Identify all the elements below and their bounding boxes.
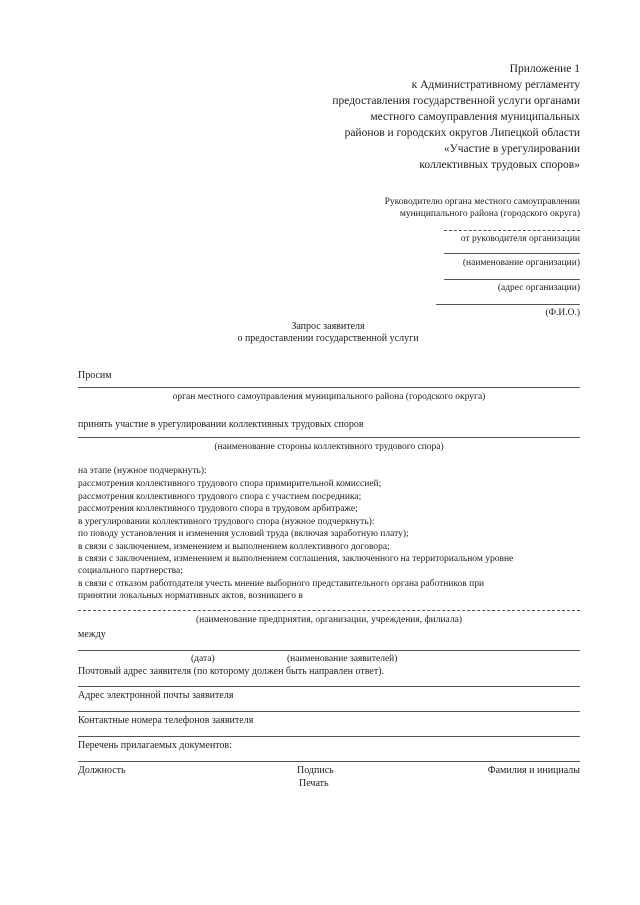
date-caption: (дата): [191, 654, 215, 664]
between-label: между: [78, 629, 106, 640]
applicants-caption: (наименование заявителей): [287, 654, 398, 664]
documents-label: Перечень прилагаемых документов:: [78, 740, 232, 751]
stamp-label: Печать: [299, 778, 329, 789]
phones-line: [78, 736, 580, 737]
org-name-caption: (наименование организации): [462, 258, 580, 268]
enterprise-line: [78, 610, 580, 611]
org-address-caption: (адрес организации): [497, 283, 580, 293]
fio-line: [436, 304, 580, 305]
stage-line: в связи с заключением, изменением и выполнением коллективного договора;: [78, 542, 390, 552]
organ-caption: орган местного самоуправления муниципального района (городского округа): [172, 392, 486, 402]
addressee-line: муниципального района (городского округа): [399, 209, 580, 219]
appendix-line: к Административному регламенту: [411, 79, 580, 91]
from-label: от руководителя организации: [460, 234, 580, 244]
org-name-line: [444, 253, 580, 254]
appendix-line: местного самоуправления муниципальных: [370, 111, 580, 123]
stage-line: рассмотрения коллективного трудового спора с участием посредника;: [78, 492, 362, 502]
addressee-line: Руководителю органа местного самоуправлении: [384, 197, 580, 207]
postal-address-label: Почтовый адрес заявителя (по которому должен быть направлен ответ).: [78, 666, 385, 677]
stage-line: по поводу установления и изменения условий труда (включая заработную плату);: [78, 529, 409, 539]
signature-label: Подпись: [297, 765, 334, 776]
email-label: Адрес электронной почты заявителя: [78, 690, 234, 701]
stage-line: в связи с заключением, изменением и выполнением соглашения, заключенного на территориальном уровне: [78, 554, 514, 564]
stage-line: на этапе (нужное подчеркнуть):: [78, 466, 207, 476]
organ-line: [78, 387, 580, 388]
postal-address-line: [78, 686, 580, 687]
phones-label: Контактные номера телефонов заявителя: [78, 715, 254, 726]
request-subtitle: о предоставлении государственной услуги: [237, 333, 419, 344]
prosim-label: Просим: [78, 370, 112, 381]
appendix-line: коллективных трудовых споров»: [419, 159, 580, 171]
position-label: Должность: [78, 765, 126, 776]
stage-line: в связи с отказом работодателя учесть мнение выборного представительного органа работников при: [78, 579, 485, 589]
fio-caption: (Ф.И.О.): [545, 308, 580, 318]
stage-line: социального партнерства;: [78, 566, 183, 576]
email-line: [78, 711, 580, 712]
documents-line: [78, 761, 580, 762]
side-line: [78, 437, 580, 438]
appendix-line: районов и городских округов Липецкой области: [344, 127, 580, 139]
stage-line: в урегулировании коллективного трудового спора (нужное подчеркнуть):: [78, 517, 375, 527]
side-caption: (наименование стороны коллективного трудового спора): [214, 442, 444, 452]
stage-line: рассмотрения коллективного трудового спора в трудовом арбитраже;: [78, 504, 358, 514]
stage-line: рассмотрения коллективного трудового спора примирительной комиссией;: [78, 479, 382, 489]
appendix-line: предоставления государственной услуги органами: [332, 95, 580, 107]
appendix-line: «Участие в урегулировании: [443, 143, 580, 155]
request-title: Запрос заявителя: [291, 321, 365, 332]
name-initials-label: Фамилия и инициалы: [487, 765, 580, 776]
addressee-blank-line: [444, 230, 580, 231]
between-line: [78, 650, 580, 651]
stage-line: принятии локальных нормативных актов, возникшего в: [78, 591, 303, 601]
participate-text: принять участие в урегулировании коллективных трудовых споров: [78, 419, 364, 430]
enterprise-caption: (наименование предприятия, организации, учреждения, филиала): [196, 615, 462, 625]
org-address-line: [444, 279, 580, 280]
appendix-line: Приложение 1: [509, 63, 580, 75]
